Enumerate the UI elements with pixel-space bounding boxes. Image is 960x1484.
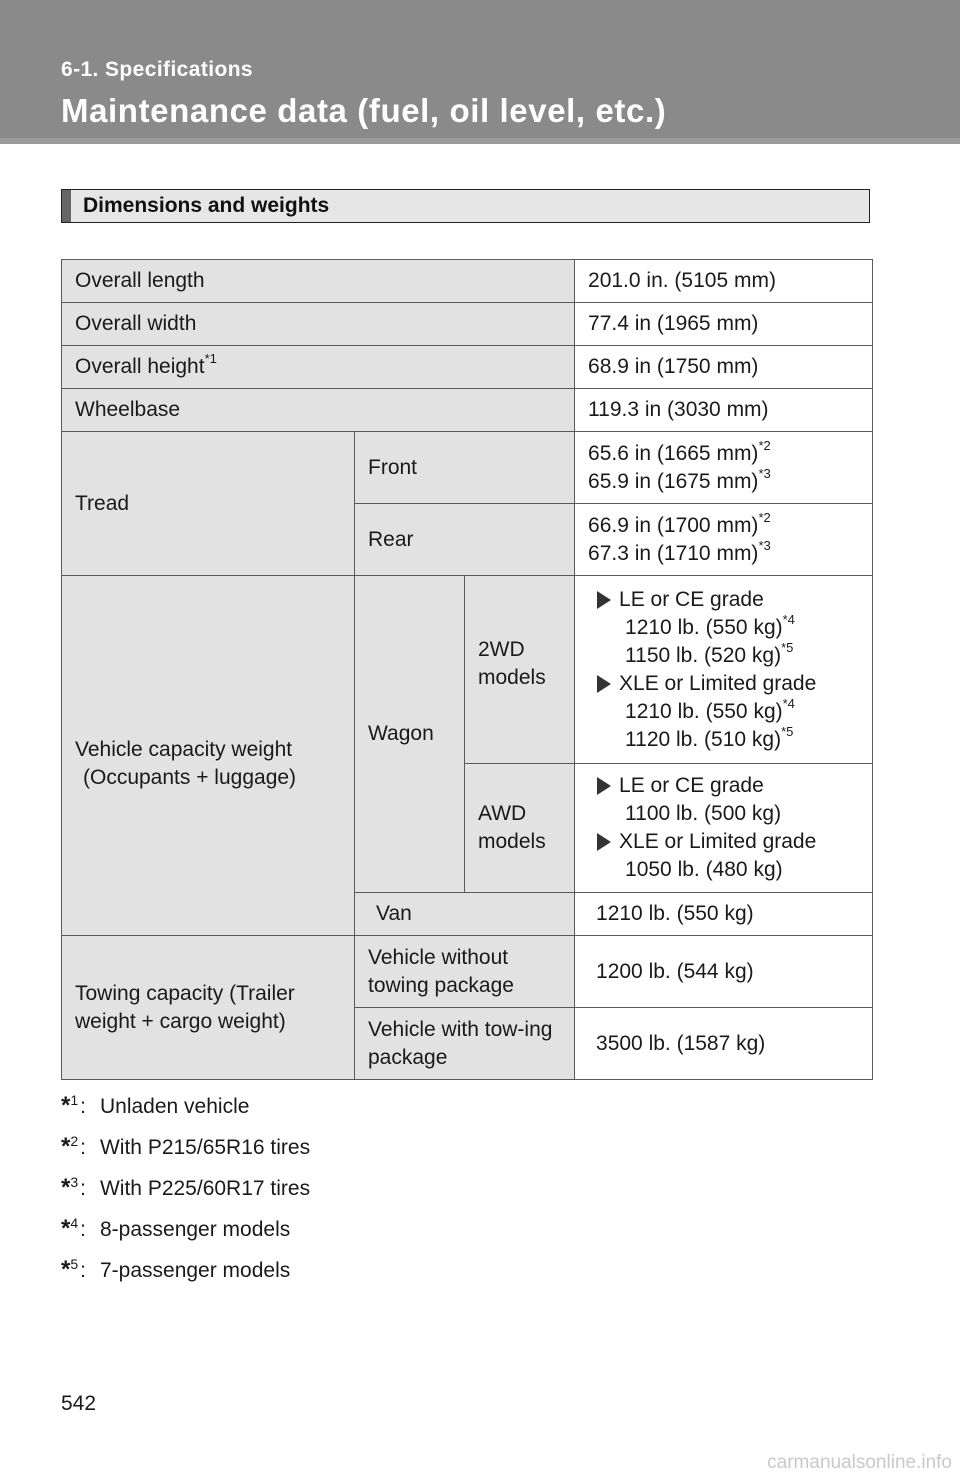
capacity-awd-value: LE or CE grade 1100 lb. (500 kg) XLE or Limited grade 1050 lb. (480 kg) (575, 764, 873, 893)
table-row (62, 936, 873, 1008)
footnote: * 1 : Unladen vehicle (61, 1092, 250, 1119)
towing-with-label: Vehicle with tow-ing package (355, 1008, 575, 1080)
table-row (62, 576, 873, 764)
table-row (62, 389, 873, 432)
row-label: Overall width (62, 303, 575, 346)
tread-front-value: 65.6 in (1665 mm)$^{*2}$ 65.9 in (1675 mm)$^{*3}$ (575, 432, 873, 504)
dimensions-table (61, 259, 873, 1080)
row-label: Wheelbase (62, 389, 575, 432)
page-header (0, 0, 960, 144)
towing-without-label: Vehicle without towing package (355, 936, 575, 1008)
tread-front-label: Front (355, 432, 575, 504)
footnote: * 5 : 7-passenger models (61, 1256, 291, 1283)
wagon-label: Wagon (355, 576, 465, 893)
models-2wd-label: 2WD models (465, 576, 575, 764)
tread-rear-label: Rear (355, 504, 575, 576)
towing-with-value: 3500 lb. (1587 kg) (575, 1008, 873, 1080)
capacity-2wd-value: LE or CE grade 1210 lb. (550 kg)$^{*4}$ 1150 lb. (520 kg)$^{*5}$ XLE or Limited grade 1210 lb. (550 kg)$^{*4}$ 1120 lb. (510 kg)$^{*5}$ (575, 576, 873, 764)
footnote: * 4 : 8-passenger models (61, 1215, 291, 1242)
footnote: * 3 : With P225/60R17 tires (61, 1174, 311, 1201)
page-number: 542 (61, 1392, 97, 1415)
van-label: Van (355, 893, 575, 936)
towing-without-value: 1200 lb. (544 kg) (575, 936, 873, 1008)
bullet-arrow-icon (597, 833, 611, 851)
page-title: Maintenance data (fuel, oil level, etc.) (61, 92, 667, 129)
footnotes (61, 1092, 310, 1297)
table-row (62, 303, 873, 346)
tread-label: Tread (62, 432, 355, 576)
row-value: 201.0 in. (5105 mm) (575, 260, 873, 303)
row-value: 68.9 in (1750 mm) (575, 346, 873, 389)
footnote-ref: *1 (204, 351, 217, 366)
table-row (62, 432, 873, 504)
table-row (62, 260, 873, 303)
capacity-label: Vehicle capacity weight (Occupants + luggage) (62, 576, 355, 936)
bullet-arrow-icon (597, 591, 611, 609)
row-value: 77.4 in (1965 mm) (575, 303, 873, 346)
bullet-arrow-icon (597, 777, 611, 795)
row-label: Overall length (62, 260, 575, 303)
van-value: 1210 lb. (550 kg) (575, 893, 873, 936)
subsection-marker (62, 190, 71, 222)
row-value: 119.3 in (3030 mm) (575, 389, 873, 432)
tread-rear-value: 66.9 in (1700 mm)$^{*2}$ 67.3 in (1710 mm)$^{*3}$ (575, 504, 873, 576)
table-row (62, 346, 873, 389)
subsection-heading (61, 189, 870, 223)
header-divider (0, 138, 960, 144)
models-awd-label: AWD models (465, 764, 575, 893)
towing-label: Towing capacity (Trailer weight + cargo weight) (62, 936, 355, 1080)
row-label: Overall height$^{*1}$ (62, 346, 575, 389)
footnote: * 2 : With P215/65R16 tires (61, 1133, 311, 1160)
section-label: 6-1. Specifications (61, 58, 253, 81)
watermark: carmanualsonline.info (767, 1452, 952, 1473)
subsection-title: Dimensions and weights (83, 194, 330, 217)
bullet-arrow-icon (597, 675, 611, 693)
